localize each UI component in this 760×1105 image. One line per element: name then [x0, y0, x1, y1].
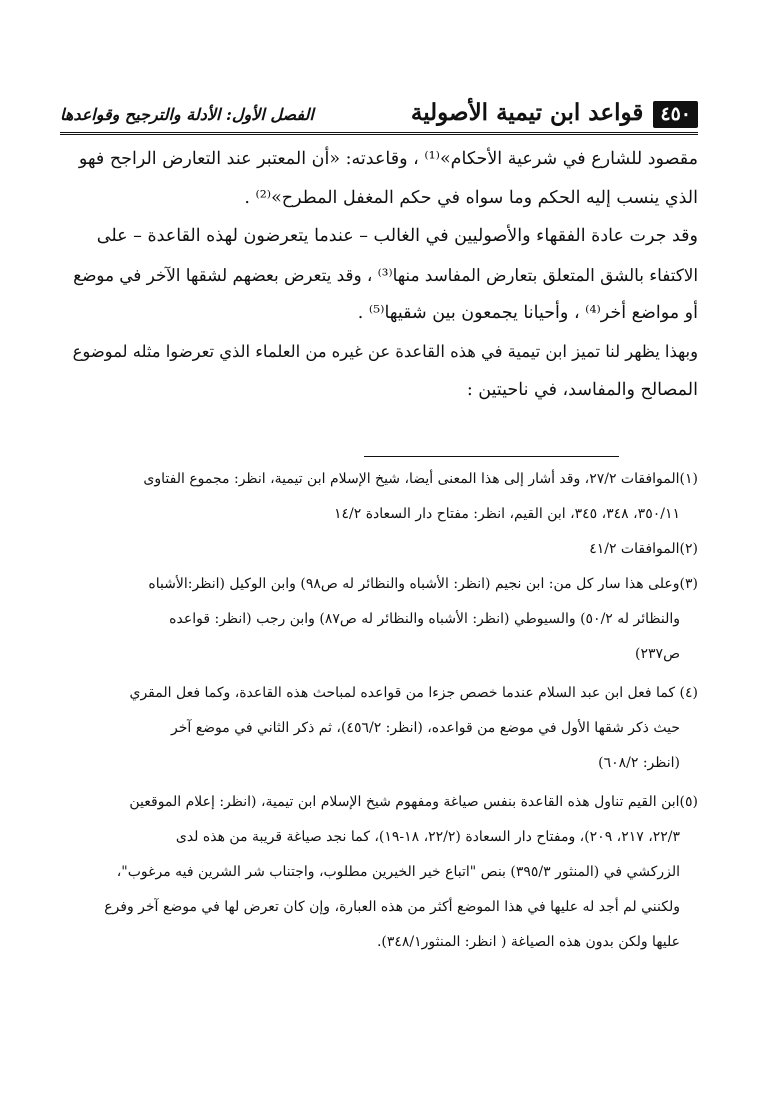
footnote-line: (انظر: ٦٠٨/٢)	[598, 755, 680, 771]
footnote-line: (١)الموافقات ٢٧/٢، وقد أشار إلى هذا المعنى أيضا، شيخ الإسلام ابن تيمية، انظر: مجموع الفتاوى	[143, 471, 698, 487]
text-line: الاكتفاء بالشق المتعلق بتعارض المفاسد منها⁽³⁾ ، وقد يتعرض بعضهم لشقها الآخر في موضع	[73, 264, 698, 285]
text-line: أو مواضع أخر⁽⁴⁾ ، وأحيانا يجمعون بين شقيها⁽⁵⁾ .	[357, 303, 698, 323]
footnote-line: (٢)الموافقات ٤١/٢	[589, 541, 698, 557]
text-line: وبهذا يظهر لنا تميز ابن تيمية في هذه القاعدة عن غيره من العلماء الذي تعرضوا مثله لموضوع	[72, 341, 698, 361]
text-line: وقد جرت عادة الفقهاء والأصوليين في الغالب – عندما يتعرضون لهذه القاعدة – على	[96, 226, 698, 246]
footnote-4	[60, 676, 698, 781]
book-title: قواعد ابن تيمية الأصولية	[410, 99, 644, 126]
footnote-line: عليها ولكن بدون هذه الصياغة ( انظر: المنثور٣٤٨/١).	[376, 934, 680, 950]
footnote-line: الزركشي في (المنثور ٣٩٥/٣) بنص "اتباع خير الخيرين مطلوب، واجتناب شر الشرين فيه مرغوب"،	[116, 864, 680, 880]
footnote-line: ٢٢/٣، ٢١٧، ٢٠٩)، ومفتاح دار السعادة (٢٢/٢، ١٨-١٩)، كما نجد صياغة قريبة من هذه لدى	[175, 829, 680, 845]
header-rule	[60, 132, 698, 135]
text-line: مقصود للشارع في شرعية الأحكام»⁽¹⁾ ، وقاعدته: «أن المعتبر عند التعارض الراجح فهو	[78, 149, 698, 169]
paragraph-3	[60, 333, 698, 410]
footnote-line: ٣٥٠/١١، ٣٤٨، ٣٤٥، ابن القيم، انظر: مفتاح دار السعادة ١٤/٢	[333, 506, 680, 522]
paragraph-1	[60, 140, 698, 217]
page-header	[60, 88, 698, 128]
footnote-separator	[364, 456, 619, 457]
paragraph-2	[60, 217, 698, 333]
footnotes	[60, 462, 698, 960]
footnote-line: (٥)ابن القيم تناول هذه القاعدة بنفس صياغة ومفهوم شيخ الإسلام ابن تيمية، (انظر: إعلام الموقعين	[129, 794, 698, 810]
footnote-line: ص٢٣٧)	[635, 646, 680, 662]
footnote-line: (٣)وعلى هذا سار كل من: ابن نجيم (انظر: الأشباه والنظائر له ص٩٨) وابن الوكيل (انظر:الأشباه	[148, 576, 698, 592]
chapter-title: الفصل الأول: الأدلة والترجيح وقواعدها	[60, 105, 314, 124]
footnote-line: ولكنني لم أجد له عليها في هذا الموضع أكثر من هذه العبارة، وإن كان تعرض لها في موضع آخر وفرع	[104, 899, 680, 915]
text-line: المصالح والمفاسد، في ناحيتين :	[466, 380, 698, 400]
footnote-line: حيث ذكر شقها الأول في موضع من قواعده، (انظر: ٤٥٦/٢)، ثم ذكر الثاني في موضع آخر	[170, 720, 680, 736]
page-number: ٤٥٠	[653, 101, 698, 128]
text-line: الذي ينسب إليه الحكم وما سواه في حكم المغفل المطرح»⁽²⁾ .	[244, 187, 698, 208]
footnote-line: والنظائر له ٥٠/٢) والسيوطي (انظر: الأشباه والنظائر له ص٨٧) وابن رجب (انظر: قواعده	[169, 611, 680, 627]
footnote-2	[60, 532, 698, 567]
footnote-1	[60, 462, 698, 532]
footnote-5	[60, 785, 698, 960]
footnote-line: (٤) كما فعل ابن عبد السلام عندما خصص جزءا من قواعده لمباحث هذه القاعدة، وكما فعل المقري	[129, 685, 698, 701]
main-text	[60, 140, 698, 410]
footnote-3	[60, 567, 698, 672]
header-right	[411, 98, 698, 128]
